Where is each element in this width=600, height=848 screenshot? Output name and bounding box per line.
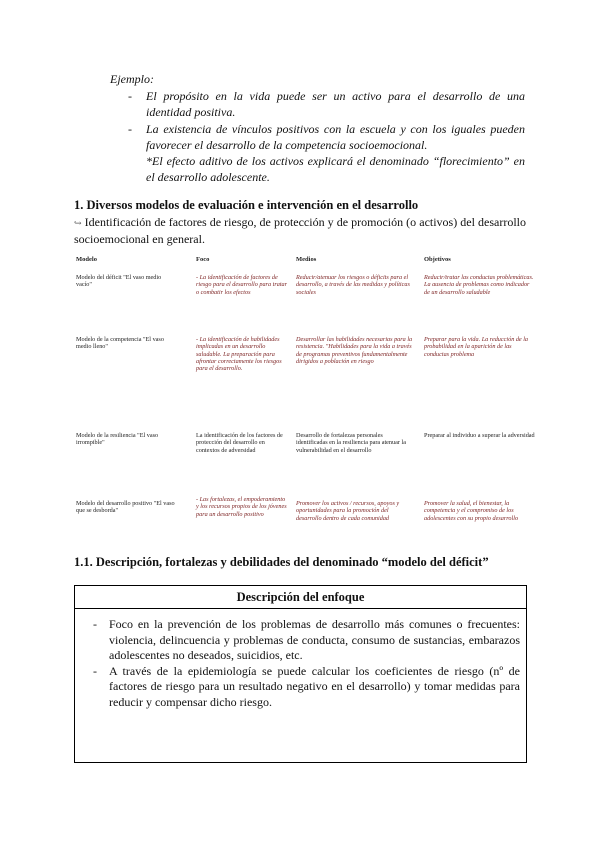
table-cell-objetivos: Preparar al individuo a superar la adversidad: [424, 432, 535, 439]
table-cell-medios: Desarrollo de fortalezas personales identificadas en la resiliencia para atenuar la vulnerabilidad en el desarrollo: [296, 432, 406, 454]
description-box: [74, 585, 527, 763]
table-cell-objetivos: Promover la salud, el bienestar, la competencia y el compromiso de los adolescentes con su propio desarrollo: [424, 500, 519, 522]
table-cell-objetivos: Reducir/tratar las conductas problemáticas. La ausencia de problemas como indicador de un desarrollo saludable: [424, 274, 534, 296]
table-cell-modelo: Modelo del déficit "El vaso medio vacío": [76, 274, 162, 289]
bullet-dash: -: [93, 617, 97, 631]
table-cell-objetivos: Preparar para la vida. La reducción de la probabilidad en la aparición de las conductas problema: [424, 336, 529, 358]
example-item-text: La existencia de vínculos positivos con la escuela y con los iguales pueden favorecer el desarrollo de la competencia socioemocional.: [146, 122, 525, 152]
table-header-medios: Medios: [296, 256, 317, 263]
example-note: *El efecto aditivo de los activos explicará el denominado “florecimiento” en el desarrollo adolescente.: [146, 154, 525, 184]
models-table: [74, 256, 538, 536]
bullet-dash: -: [128, 89, 132, 103]
example-item-1: [128, 89, 525, 120]
list-item: [75, 664, 526, 711]
table-cell-medios: Promover los activos / recursos, apoyos y oportunidades para la promoción del desarrollo dentro de cada comunidad: [296, 500, 400, 522]
list-item: [75, 617, 526, 664]
table-cell-modelo: Modelo de la resiliencia "El vaso irrompible": [76, 432, 159, 447]
table-cell-foco: - La identificación de factores de riesgo para el desarrollo para tratar o combatir los efectos: [196, 274, 288, 296]
table-header-foco: Foco: [196, 256, 210, 263]
bullet-dash: -: [93, 663, 97, 678]
section-1-1-heading: 1.1. Descripción, fortalezas y debilidades del denominado “modelo del déficit”: [74, 555, 489, 569]
example-label: Ejemplo:: [110, 72, 154, 86]
section-1-body: Identificación de factores de riesgo, de protección y de promoción (o activos) del desarrollo socioemocional en general.: [74, 215, 527, 246]
list-item-text: Foco en la prevención de los problemas de desarrollo más comunes o frecuentes: violencia, delincuencia y problemas de conducta, consumo de sustancias, embarazos adolescentes no deseados, suicidios, etc.: [109, 617, 520, 662]
table-cell-foco: La identificación de los factores de protección del desarrollo en contextos de adversidad: [196, 432, 283, 454]
description-box-title: Descripción del enfoque: [75, 586, 526, 609]
table-cell-medios: Desarrollar las habilidades necesarias para la resistencia. "Habilidades para la vida a través de programas preventivos fundamentalmente dirigidos a población en riesgo: [296, 336, 413, 365]
table-cell-modelo: Modelo de la competencia "El vaso medio lleno": [76, 336, 164, 351]
table-cell-modelo: Modelo del desarrollo positivo "El vaso que se desborda": [76, 500, 175, 515]
example-item-text: El propósito en la vida puede ser un activo para el desarrollo de una identidad positiva.: [146, 89, 525, 119]
table-header-modelo: Modelo: [76, 256, 97, 263]
list-item-text: A través de la epidemiología se puede calcular los coeficientes de riesgo (nº de factores de riesgo para un resultado negativo en el desarrollo) y tomar medidas para reducir y compensar dicho riesgo.: [109, 663, 520, 709]
example-item-2: [128, 122, 525, 153]
section-1-text: [74, 215, 526, 247]
section-1-heading: 1. Diversos modelos de evaluación e intervención en el desarrollo: [74, 198, 419, 212]
bullet-dash: -: [128, 122, 132, 136]
table-cell-foco: - La identificación de habilidades implicadas en un desarrollo saludable. La preparación para afrontar correctamente los riesgos para el desarrollo.: [196, 336, 282, 373]
table-cell-medios: Reducir/atenuar los riesgos o déficits para el desarrollo, a través de las medidas y políticas sociales: [296, 274, 410, 296]
arrow-icon: ↪: [74, 218, 82, 228]
table-cell-foco: - Las fortalezas, el empoderamiento y los recursos propios de los jóvenes para un desarrollo positivo: [196, 496, 287, 518]
table-header-objetivos: Objetivos: [424, 256, 451, 263]
